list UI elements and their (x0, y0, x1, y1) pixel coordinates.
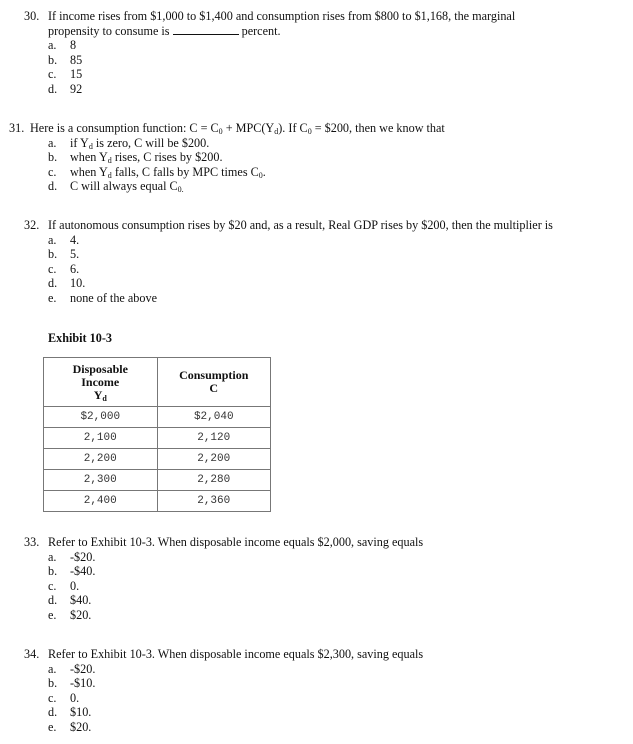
option-letter: c. (48, 690, 57, 705)
option-text: 6. (70, 261, 80, 276)
answer-option (0, 150, 633, 165)
answer-option (0, 579, 633, 594)
income-cell: 2,200 (44, 449, 158, 470)
option-letter: b. (48, 150, 58, 165)
income-cell: 2,400 (44, 491, 158, 512)
option-letter: d. (48, 593, 58, 608)
stem-text: Refer to Exhibit 10-3. When disposable income equals $2,300, saving equals (48, 647, 424, 661)
answer-option (0, 608, 633, 623)
answer-option (0, 550, 633, 565)
answer-option (0, 82, 633, 97)
option-text: 92 (70, 81, 83, 96)
option-text: -$20. (70, 661, 96, 676)
answer-option (0, 67, 633, 82)
consumption-cell: 2,120 (157, 428, 271, 449)
question-stem (0, 121, 633, 136)
question-31 (0, 121, 633, 194)
question-stem (0, 535, 633, 550)
question-30 (0, 9, 633, 97)
question-number: 30. (24, 9, 40, 23)
column-header-income: Disposable Income $Y_d$ (44, 358, 158, 407)
question-stem (0, 647, 633, 662)
stem-text: propensity to consume is (48, 23, 170, 38)
option-text: $20. (70, 607, 92, 622)
table-row (44, 449, 271, 470)
option-text: if $Y_d$ is zero, C will be $200. (70, 135, 210, 151)
income-cell: 2,300 (44, 470, 158, 491)
option-letter: d. (48, 81, 58, 96)
income-cell: 2,100 (44, 428, 158, 449)
question-number: 33. (24, 535, 40, 549)
option-letter: e. (48, 607, 57, 622)
table-row (44, 491, 271, 512)
answer-option (0, 705, 633, 720)
option-letter: a. (48, 549, 57, 564)
stem-text: If autonomous consumption rises by $20 and, as a result, Real GDP rises by $200, then the multiplier is (48, 218, 553, 232)
stem-text: If income rises from $1,000 to $1,400 and consumption rises from $800 to $1,168, the marginal (48, 9, 516, 23)
option-letter: a. (48, 232, 57, 247)
question-34 (0, 647, 633, 735)
option-text: 8 (70, 38, 77, 53)
answer-option (0, 179, 633, 194)
option-letter: a. (48, 135, 57, 150)
option-text: 5. (70, 247, 80, 262)
answer-option (0, 165, 633, 180)
question-stem (0, 9, 633, 38)
option-text: -$40. (70, 564, 96, 579)
option-text: C will always equal $C_{0.}$ (70, 179, 184, 195)
option-text: 0. (70, 690, 80, 705)
option-letter: b. (48, 52, 58, 67)
answer-option (0, 262, 633, 277)
option-letter: b. (48, 247, 58, 262)
table-header-row (44, 358, 271, 407)
income-cell: $2,000 (44, 407, 158, 428)
consumption-cell: 2,280 (157, 470, 271, 491)
table-row (44, 470, 271, 491)
answer-option (0, 53, 633, 68)
exhibit-table (43, 357, 271, 512)
answer-option (0, 564, 633, 579)
option-text: when $Y_d$ rises, C rises by $200. (70, 150, 223, 166)
option-letter: a. (48, 38, 57, 53)
answer-option (0, 247, 633, 262)
option-text: none of the above (70, 290, 157, 305)
question-number: 32. (24, 218, 40, 232)
exhibit-title: Exhibit 10-3 (48, 331, 112, 345)
option-text: 10. (70, 276, 86, 291)
answer-option (0, 38, 633, 53)
answer-option (0, 291, 633, 306)
option-letter: c. (48, 578, 57, 593)
option-letter: c. (48, 164, 57, 179)
answer-blank (173, 24, 239, 35)
stem-text: Refer to Exhibit 10-3. When disposable income equals $2,000, saving equals (48, 535, 424, 549)
answer-option (0, 276, 633, 291)
table-row (44, 407, 271, 428)
answer-option (0, 691, 633, 706)
option-letter: c. (48, 67, 57, 82)
answer-option (0, 593, 633, 608)
option-text: -$20. (70, 549, 96, 564)
answer-option (0, 662, 633, 677)
option-text: $10. (70, 705, 92, 720)
option-letter: e. (48, 290, 57, 305)
option-text: -$10. (70, 676, 96, 691)
stem-text: Here is a consumption function: $C = C_0 + MPC(Y_d)$. If $C_0$ = $200, then we know that (30, 121, 445, 136)
option-text: 85 (70, 52, 83, 67)
option-text: 15 (70, 67, 83, 82)
answer-option (0, 720, 633, 735)
option-text: 4. (70, 232, 80, 247)
answer-option (0, 676, 633, 691)
consumption-cell: $2,040 (157, 407, 271, 428)
option-text: when $Y_d$ falls, C falls by MPC times $C_0$. (70, 164, 266, 180)
consumption-cell: 2,200 (157, 449, 271, 470)
option-letter: d. (48, 705, 58, 720)
question-number: 31. (9, 121, 25, 135)
option-letter: e. (48, 719, 57, 734)
question-33 (0, 535, 633, 623)
question-number: 34. (24, 647, 40, 661)
question-32 (0, 218, 633, 306)
option-text: $20. (70, 719, 92, 734)
answer-option (0, 136, 633, 151)
table-row (44, 428, 271, 449)
stem-text: percent. (241, 23, 281, 38)
option-letter: b. (48, 676, 58, 691)
option-text: $40. (70, 593, 92, 608)
option-text: 0. (70, 578, 80, 593)
question-stem (0, 218, 633, 233)
option-letter: d. (48, 276, 58, 291)
option-letter: a. (48, 661, 57, 676)
option-letter: c. (48, 261, 57, 276)
consumption-cell: 2,360 (157, 491, 271, 512)
option-letter: d. (48, 179, 58, 194)
option-letter: b. (48, 564, 58, 579)
column-header-consumption: Consumption C (157, 358, 271, 407)
answer-option (0, 233, 633, 248)
